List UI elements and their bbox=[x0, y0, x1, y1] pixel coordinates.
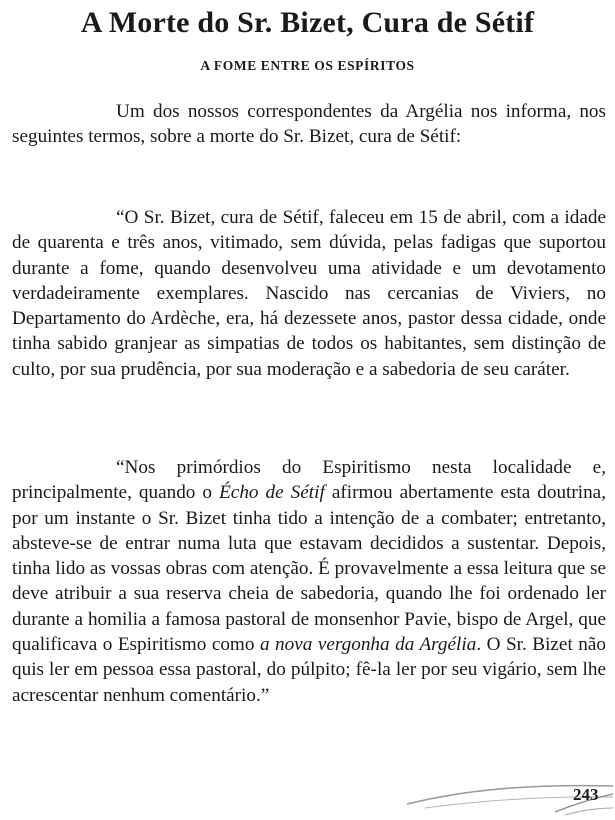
section-subtitle: A FOME ENTRE OS ESPÍRITOS bbox=[200, 58, 415, 73]
newspaper-title: Écho de Sétif bbox=[219, 482, 325, 504]
paragraph-1-text: Um dos nossos correspondentes da Argélia nos informa, nos seguintes termos, sobre a morte do Sr. Bizet, cura de Sétif: bbox=[12, 101, 606, 148]
paragraph-3-text-a: “Nos primórdios do Espiritismo nesta localidade e, principalmente, quando o bbox=[12, 457, 606, 504]
page-title: A Morte do Sr. Bizet, Cura de Sétif bbox=[80, 6, 535, 39]
paragraph-3-text-c: afirmou abertamente esta doutrina, por um instante o Sr. Bizet tinha tido a intenção de a combater; entretanto, absteve-se de entrar numa luta que estavam decididos a sustentar. Depois, tinha lido as vossas obras com atenção. É provavelmente a essa leitura que se deve atribuir a sua reserva cheia de sabedoria, quando lhe foi ordenado ler durante a homilia a famosa pastoral de monsenhor Pavie, bispo de Argel, que qualificava o Espiritismo como bbox=[12, 482, 606, 656]
page-number: 243 bbox=[573, 785, 599, 804]
paragraph-3-text-e: . O Sr. Bizet não quis ler em pessoa essa pastoral, do púlpito; fê-la ler por seu vigário, sem lhe acrescentar nenhum comentário.” bbox=[12, 634, 606, 706]
paragraph-2-text: “O Sr. Bizet, cura de Sétif, faleceu em 15 de abril, com a idade de quarenta e três anos, vitimado, sem dúvida, pelas fadigas que suportou durante a fome, quando desenvolveu uma atividade e um devotamento verdadeiramente exemplares. Nascido nas cercanias de Viviers, no Departamento do Ardèche, era, há dezessete anos, pastor dessa cidade, onde tinha sabido granjear as simpatias de todos os habitantes, sem distinção de culto, por sua prudência, por sua moderação e a sabedoria de seu caráter. bbox=[12, 207, 606, 380]
paragraph-2 bbox=[12, 205, 606, 382]
quoted-phrase: a nova vergonha da Argélia bbox=[259, 634, 477, 656]
paragraph-1 bbox=[12, 99, 606, 150]
paragraph-3 bbox=[12, 455, 606, 708]
